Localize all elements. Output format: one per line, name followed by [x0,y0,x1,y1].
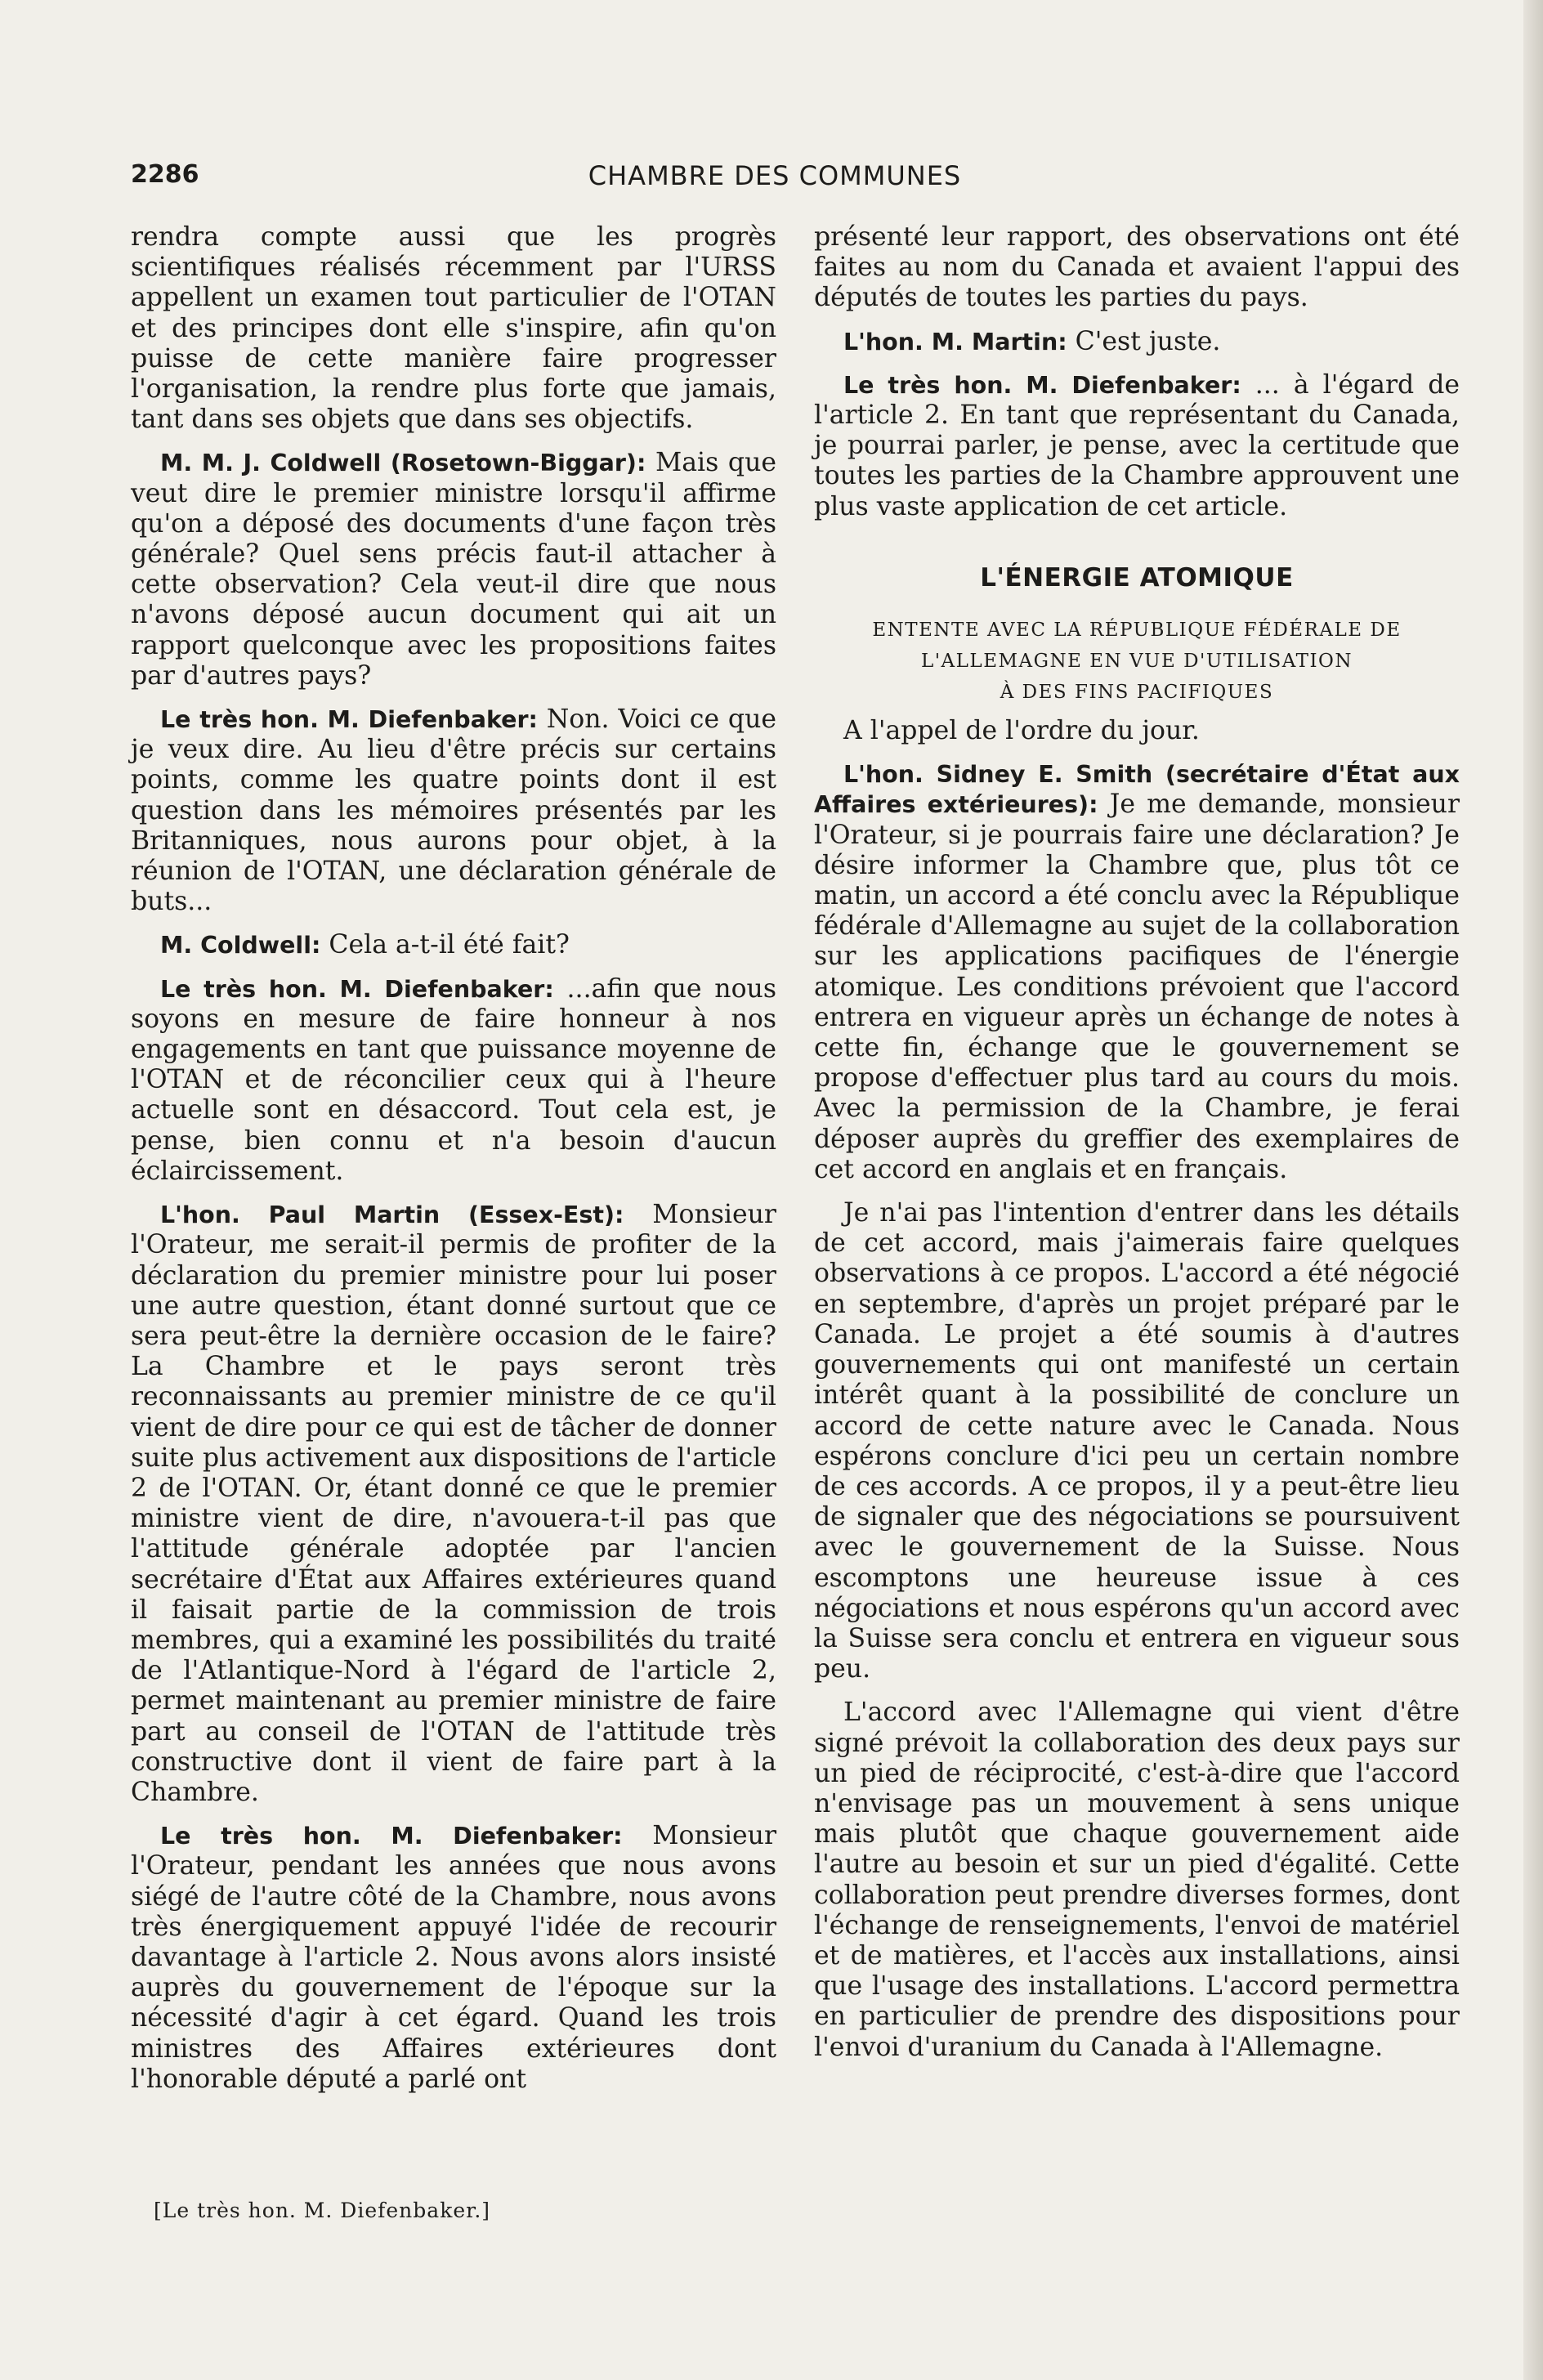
page-header [131,160,1419,196]
page-number: 2286 [131,160,199,189]
speech-paragraph [131,1821,776,2095]
paragraph: Je n'ai pas l'intention d'entrer dans les détails de cet accord, mais j'aimerais faire quelques observations à ce propos. L'accord a été négocié en septembre, d'après un projet préparé par le Canada. Le projet a été soumis à d'autres gouvernements qui ont manifesté un certain intérêt quant à la possibilité de conclure un accord de cette nature avec le Canada. Nous espérons conclure d'ici peu un certain nombre de ces accords. A ce propos, il y a peut-être lieu de signaler que des négociations se poursuivent avec le gouvernement de la Suisse. Nous escomptons une heureuse issue à ces négociations et nous espérons qu'un accord avec la Suisse sera conclu et entrera en vigueur sous peu. [814,1198,1460,1684]
right-column [814,222,1460,2076]
paragraph: A l'appel de l'ordre du jour. [843,716,1200,746]
speaker-name: M. M. J. Coldwell (Rosetown-Biggar): [160,450,646,477]
speech-paragraph [814,759,1460,1185]
speech-text: Non. Voici ce que je veux dire. Au lieu d'être précis sur certains points, comme les quatre points dont il est question dans les mémoires présentés par les Britanniques, nous aurons pour objet, à la réunion de l'OTAN, une déclaration générale de buts... [131,705,777,917]
subheading-line: À DES FINS PACIFIQUES [1000,682,1274,704]
speech-text: Je me demande, monsieur l'Orateur, si je pourrais faire une déclaration? Je désire informer la Chambre que, plus tôt ce matin, un accord a été conclu avec la République fédérale d'Allemagne au sujet de la collaboration sur les applications pacifiques de l'énergie atomique. Les conditions prévoient que l'accord entrera en vigueur après un échange de notes à cette fin, échange que le gouvernement se propose d'effectuer plus tard au cours du mois. Avec la permission de la Chambre, je ferai déposer auprès du greffier des exemplaires de cet accord en anglais et en français. [814,790,1460,1184]
speaker-name: Le très hon. M. Diefenbaker: [843,371,1241,399]
speech-paragraph [131,448,776,691]
speech-text: ... à l'égard de l'article 2. En tant que représentant du Canada, je pourrai parler, je pense, avec la certitude que toutes les parties de la Chambre approuvent une plus vaste application de cet article. [814,369,1460,521]
speaker-name: L'hon. Paul Martin (Essex-Est): [160,1201,624,1229]
speaker-name: L'hon. M. Martin: [843,328,1067,356]
speech-text: Mais que veut dire le premier ministre lorsqu'il affirme qu'on a déposé des documents d'une façon très générale? Quel sens précis faut-il attacher à cette observation? Cela veut-il dire que nous n'avons déposé aucun document qui ait un rapport quelconque avec les propositions faites par d'autres pays? [131,448,776,691]
speech-text: Monsieur l'Orateur, me serait-il permis de profiter de la déclaration du premier ministre pour lui poser une autre question, étant donné surtout que ce sera peut-être la dernière occasion de le faire? La Chambre et le pays seront très reconnaissants au premier ministre de ce qu'il vient de dire pour ce qui est de tâcher de donner suite plus activement aux dispositions de l'article 2 de l'OTAN. Or, étant donné ce que le premier ministre vient de dire, n'avouera-t-il pas que l'attitude générale adoptée par l'ancien secrétaire d'État aux Affaires extérieures quand il faisait partie de la commission de trois membres, qui a examiné les possibilités du traité de l'Atlantique-Nord à l'égard de l'article 2, permet maintenant au premier ministre de faire part au conseil de l'OTAN de l'attitude très constructive dont il vient de faire part à la Chambre. [131,1200,776,1807]
speech-text: Cela a-t-il été fait? [320,930,570,960]
speaker-name: Le très hon. M. Diefenbaker: [160,975,554,1003]
section-heading: L'ÉNERGIE ATOMIQUE [980,562,1294,593]
speech-text: C'est juste. [1067,326,1221,356]
running-title: CHAMBRE DES COMMUNES [588,160,962,191]
speaker-name: L'hon. Sidney E. Smith (secrétaire d'État aux Affaires extérieures): [814,761,1460,819]
speech-paragraph [131,974,776,1187]
speaker-name: Le très hon. M. Diefenbaker: [160,1823,623,1850]
speech-text: Monsieur l'Orateur, pendant les années que nous avons siégé de l'autre côté de la Chambre, nous avons très énergiquement appuyé l'idée de recourir davantage à l'article 2. Nous avons alors insisté auprès du gouvernement de l'époque sur la nécessité d'agir à cet égard. Quand les trois ministres des Affaires extérieures dont l'honorable député a parlé ont [131,1821,777,2094]
subheading-line: L'ALLEMAGNE EN VUE D'UTILISATION [920,651,1353,673]
section-subheading [814,615,1460,708]
paragraph: rendra compte aussi que les progrès scientifiques réalisés récemment par l'URSS appellent un examen tout particulier de l'OTAN et des principes dont elle s'inspire, afin qu'on puisse de cette manière faire progresser l'organisation, la rendre plus forte que jamais, tant dans ses objets que dans ses objectifs. [131,222,776,435]
footer-attribution: [Le très hon. M. Diefenbaker.] [154,2199,491,2222]
paragraph: L'accord avec l'Allemagne qui vient d'être signé prévoit la collaboration des deux pays sur un pied de réciprocité, c'est-à-dire que l'accord n'envisage pas un mouvement à sens unique mais plutôt que chaque gouvernement aide l'autre au besoin et sur un pied d'égalité. Cette collaboration peut prendre diverses formes, dont l'échange de renseignements, l'envoi de matériel et de matières, et l'accès aux installations, ainsi que l'usage des installations. L'accord permettra en particulier de prendre des dispositions pour l'envoi d'uranium du Canada à l'Allemagne. [814,1698,1460,2062]
speech-paragraph [131,705,776,917]
paragraph: présenté leur rapport, des observations ont été faites au nom du Canada et avaient l'appui des députés de toutes les parties du pays. [814,222,1460,313]
page-edge-shadow [1523,0,1543,2380]
speech-paragraph [131,930,776,960]
speech-text: ...afin que nous soyons en mesure de faire honneur à nos engagements en tant que puissance moyenne de l'OTAN et de réconcilier ceux qui à l'heure actuelle sont en désaccord. Tout cela est, je pense, bien connu et n'a besoin d'aucun éclaircissement. [131,973,777,1186]
subheading-line: ENTENTE AVEC LA RÉPUBLIQUE FÉDÉRALE DE [872,620,1402,642]
speaker-name: M. Coldwell: [160,932,321,960]
speaker-name: Le très hon. M. Diefenbaker: [160,706,538,734]
speech-paragraph [131,1200,776,1808]
speech-paragraph [814,370,1460,522]
speech-paragraph [814,327,1460,357]
left-column [131,222,776,2108]
